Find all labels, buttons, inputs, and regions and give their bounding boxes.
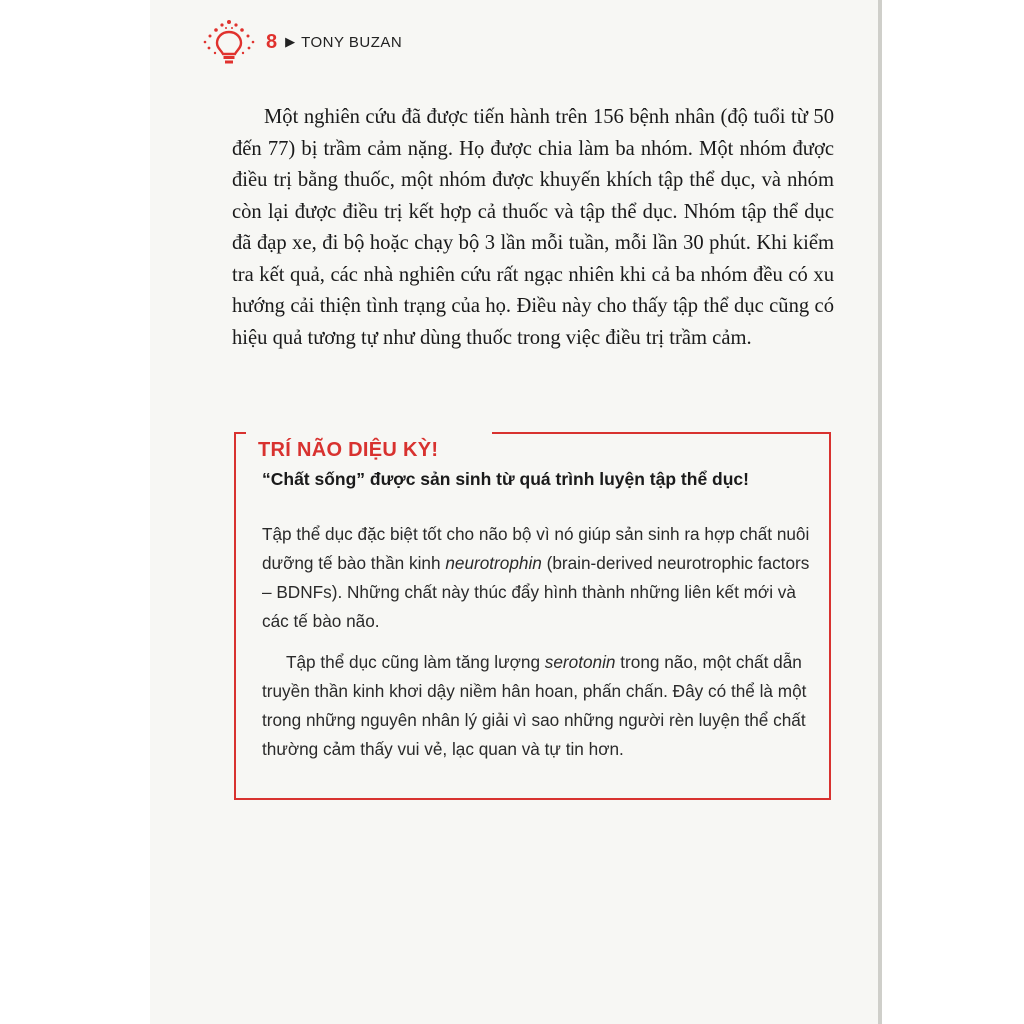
callout-p2-term: serotonin (544, 652, 616, 672)
callout-p1-text-a: Tập thể dục đặc biệt tốt cho não bộ vì nó giúp sản sinh ra hợp chất nuôi dưỡng tế bào thần kinh (262, 524, 810, 573)
arrow-icon: ▶ (285, 34, 296, 50)
author-name: TONY BUZAN (301, 33, 403, 51)
callout-p1-term: neurotrophin (445, 553, 542, 573)
body-paragraph: Một nghiên cứu đã được tiến hành trên 156 bệnh nhân (độ tuổi từ 50 đến 77) bị trầm cảm nặng. Họ được chia làm ba nhóm. Một nhóm được điều trị bằng thuốc, một nhóm được khuyến khích tập thể dục, và nhóm còn lại được điều trị kết hợp cả thuốc và tập thể dục. Nhóm tập thể dục đã đạp xe, đi bộ hoặc chạy bộ 3 lần mỗi tuần, mỗi lần 30 phút. Khi kiểm tra kết quả, các nhà nghiên cứu rất ngạc nhiên khi cả ba nhóm đều có xu hướng cải thiện tình trạng của họ. Điều này cho thấy tập thể dục cũng có hiệu quả tương tự như dùng thuốc trong việc điều trị trầm cảm. (232, 106, 834, 349)
callout-p1-text-b: (brain-derived neurotrophic factors – BDNFs). Những chất này thúc đẩy hình thành những liên kết mới và các tế bào não. (262, 553, 810, 631)
callout-paragraph-1 (262, 520, 810, 636)
callout-title: TRÍ NÃO DIỆU KỲ! (252, 437, 450, 463)
page-number: 8 (266, 30, 278, 53)
running-header (200, 18, 402, 66)
lightbulb-icon (200, 18, 258, 66)
callout-p2-text-b: trong não, một chất dẫn truyền thần kinh khơi dậy niềm hân hoan, phấn chấn. Đây có thể là một trong những nguyên nhân lý giải vì sao những người rèn luyện thể chất thường cảm thấy vui vẻ, lạc quan và tự tin hơn. (262, 652, 807, 759)
callout-subtitle: “Chất sống” được sản sinh từ quá trình luyện tập thể dục! (262, 469, 749, 489)
page-edge (878, 0, 882, 1024)
callout-paragraph-2 (262, 648, 810, 764)
callout-p2-text-a: Tập thể dục cũng làm tăng lượng (286, 652, 545, 672)
